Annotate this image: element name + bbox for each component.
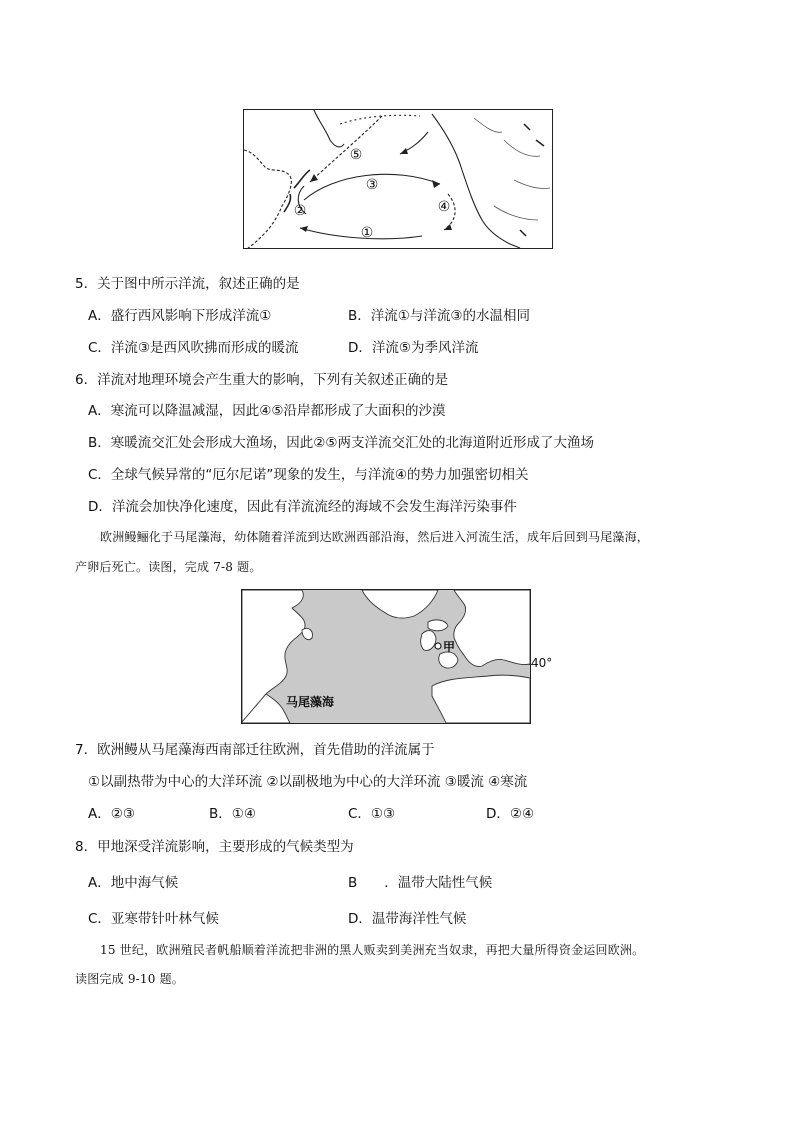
q6-option-b: B．寒暖流交汇处会形成大渔场，因此②⑤两支洋流交汇处的北海道附近形成了大渔场 bbox=[88, 435, 594, 451]
intro-9-10-line2: 读图完成 9-10 题。 bbox=[75, 972, 184, 986]
pacific-currents-map bbox=[243, 109, 553, 249]
iberia-land bbox=[439, 652, 458, 668]
q6-stem: 6．洋流对地理环境会产生重大的影响，下列有关叙述正确的是 bbox=[75, 372, 449, 388]
current-label-4: ④ bbox=[437, 199, 451, 215]
arrow-head-alaska bbox=[400, 148, 408, 154]
arrow-head-1 bbox=[300, 226, 308, 232]
intro-7-8-line2: 产卵后死亡。读图，完成 7-8 题。 bbox=[75, 560, 262, 574]
sargasso-sea-label: 马尾藻海 bbox=[286, 695, 335, 709]
arrow-head-3 bbox=[432, 180, 440, 188]
na-coast bbox=[432, 114, 520, 248]
q7-option-b: B．①④ bbox=[209, 806, 256, 822]
q5-option-b: B．洋流①与洋流③的水温相同 bbox=[348, 308, 530, 324]
q5-option-c: C．洋流③是西风吹拂而形成的暖流 bbox=[88, 340, 299, 356]
na-islands bbox=[520, 124, 544, 236]
q7-option-d: D．②④ bbox=[486, 806, 535, 822]
q7-stem: 7．欧洲鳗从马尾藻海西南部迁往欧洲，首先借助的洋流属于 bbox=[75, 742, 435, 758]
q8-option-d: D．温带海洋性气候 bbox=[348, 911, 467, 927]
current-label-2: ② bbox=[293, 203, 307, 219]
atlantic-map bbox=[241, 589, 531, 724]
latitude-tick bbox=[529, 664, 535, 665]
pacific-map-svg bbox=[244, 110, 552, 248]
current-label-1: ① bbox=[360, 225, 374, 241]
arrow-head-5 bbox=[310, 174, 318, 182]
q6-option-c: C．全球气候异常的“厄尔尼诺”现象的发生，与洋流④的势力加强密切相关 bbox=[88, 467, 529, 483]
intro-9-10-line1: 15 世纪，欧洲殖民者帆船顺着洋流把非洲的黑人贩卖到美洲充当奴隶，再把大量所得资金运回欧洲。 bbox=[100, 943, 645, 957]
q7-items: ①以副热带为中心的大洋环流 ②以副极地为中心的大洋环流 ③暖流 ④寒流 bbox=[88, 774, 528, 790]
europe-land bbox=[454, 590, 530, 667]
q8-option-a: A．地中海气候 bbox=[88, 875, 179, 891]
q6-option-a: A．寒流可以降温减湿，因此④⑤沿岸都形成了大面积的沙漠 bbox=[88, 403, 446, 419]
point-jia-marker bbox=[435, 643, 441, 649]
asia-coast bbox=[244, 150, 291, 248]
aleutian-arc bbox=[340, 115, 420, 124]
current-5-path bbox=[310, 116, 382, 182]
current-label-5: ⑤ bbox=[349, 147, 363, 163]
latitude-40-label: 40° bbox=[531, 656, 553, 670]
q5-option-a: A．盛行西风影响下形成洋流① bbox=[88, 308, 272, 324]
q8-option-c: C．亚寒带针叶林气候 bbox=[88, 911, 219, 927]
kamchatka bbox=[314, 110, 344, 147]
q5-option-d: D．洋流⑤为季风洋流 bbox=[348, 340, 479, 356]
atlantic-map-svg bbox=[242, 590, 530, 723]
q6-option-d: D．洋流会加快净化速度，因此有洋流流经的海域不会发生海洋污染事件 bbox=[88, 499, 517, 515]
q5-stem: 5．关于图中所示洋流，叙述正确的是 bbox=[75, 276, 300, 292]
africa-land bbox=[432, 675, 530, 723]
na-inner-lines bbox=[474, 118, 550, 220]
q7-option-a: A．②③ bbox=[88, 806, 135, 822]
point-jia-label: 甲 bbox=[443, 640, 456, 654]
q7-option-c: C．①③ bbox=[348, 806, 396, 822]
q8-option-b: B ．温带大陆性气候 bbox=[348, 875, 493, 891]
current-label-3: ③ bbox=[365, 177, 379, 193]
arrow-head-4 bbox=[444, 224, 452, 230]
q8-stem: 8．甲地深受洋流影响，主要形成的气候类型为 bbox=[75, 839, 354, 855]
intro-7-8-line1: 欧洲鳗鲡化于马尾藻海，幼体随着洋流到达欧洲西部沿海，然后进入河流生活，成年后回到马尾藻海， bbox=[100, 530, 650, 544]
